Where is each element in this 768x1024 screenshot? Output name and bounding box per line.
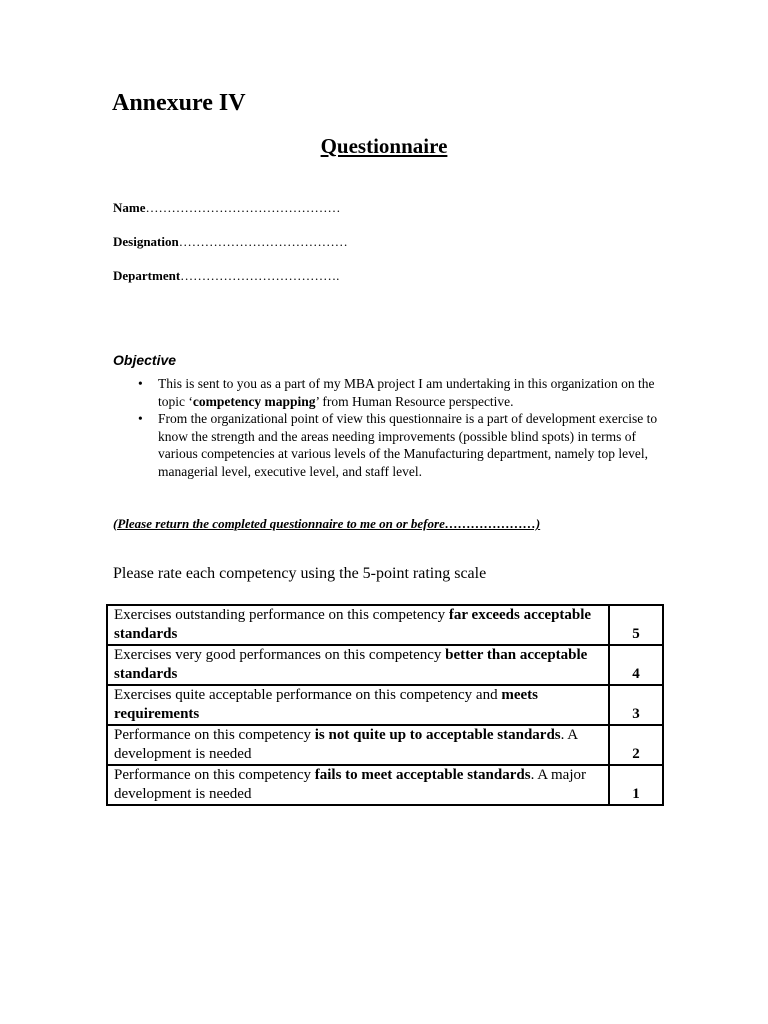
table-row [107, 725, 663, 765]
questionnaire-title: Questionnaire [320, 134, 448, 158]
designation-field[interactable] [113, 234, 348, 250]
rating-score: 5 [609, 605, 663, 645]
list-item [138, 410, 658, 480]
name-label: Name [113, 200, 146, 215]
table-row [107, 645, 663, 685]
table-row [107, 765, 663, 805]
list-item [138, 375, 658, 410]
rating-description: Performance on this competency fails to meet acceptable standards. A major development is needed [107, 765, 609, 805]
table-row [107, 605, 663, 645]
bullet1-text-bold: competency mapping [192, 393, 316, 409]
rating-description: Exercises very good performances on this competency better than acceptable standards [107, 645, 609, 685]
bullet2-text: From the organizational point of view this questionnaire is a part of development exercise to know the strength and the areas needing improvements (possible blind spots) in terms of various competencies at various levels of the Manufacturing department, namely top level, managerial level, executive level, and staff level. [158, 411, 658, 479]
rating-score: 4 [609, 645, 663, 685]
rating-score: 3 [609, 685, 663, 725]
rating-score: 1 [609, 765, 663, 805]
bullet-icon: • [138, 411, 143, 426]
objective-list [138, 375, 658, 480]
designation-blank[interactable]: ………………………………… [178, 234, 348, 249]
department-label: Department [113, 268, 181, 283]
rating-scale-table [106, 604, 664, 806]
bullet1-text-pre: This is sent to you as a part of my MBA project I am undertaking in this organization on the topic ‘ [158, 376, 655, 409]
department-blank[interactable]: ………………………………. [180, 268, 340, 283]
name-field[interactable] [113, 200, 341, 216]
rating-score: 2 [609, 725, 663, 765]
name-blank[interactable]: ……………………………………… [145, 200, 341, 215]
return-note: (Please return the completed questionnaire to me on or before…………………) [113, 516, 541, 531]
bullet-icon: • [138, 376, 143, 391]
bullet1-text-post: ’ from Human Resource perspective. [315, 393, 514, 409]
rating-description: Exercises quite acceptable performance on this competency and meets requirements [107, 685, 609, 725]
scale-intro: Please rate each competency using the 5-point rating scale [113, 565, 487, 582]
rating-description: Exercises outstanding performance on this competency far exceeds acceptable standards [107, 605, 609, 645]
rating-description: Performance on this competency is not quite up to acceptable standards. A development is needed [107, 725, 609, 765]
department-field[interactable] [113, 268, 339, 284]
table-row [107, 685, 663, 725]
designation-label: Designation [113, 234, 179, 249]
objective-heading: Objective [113, 352, 177, 368]
annexure-heading: Annexure IV [112, 90, 246, 116]
